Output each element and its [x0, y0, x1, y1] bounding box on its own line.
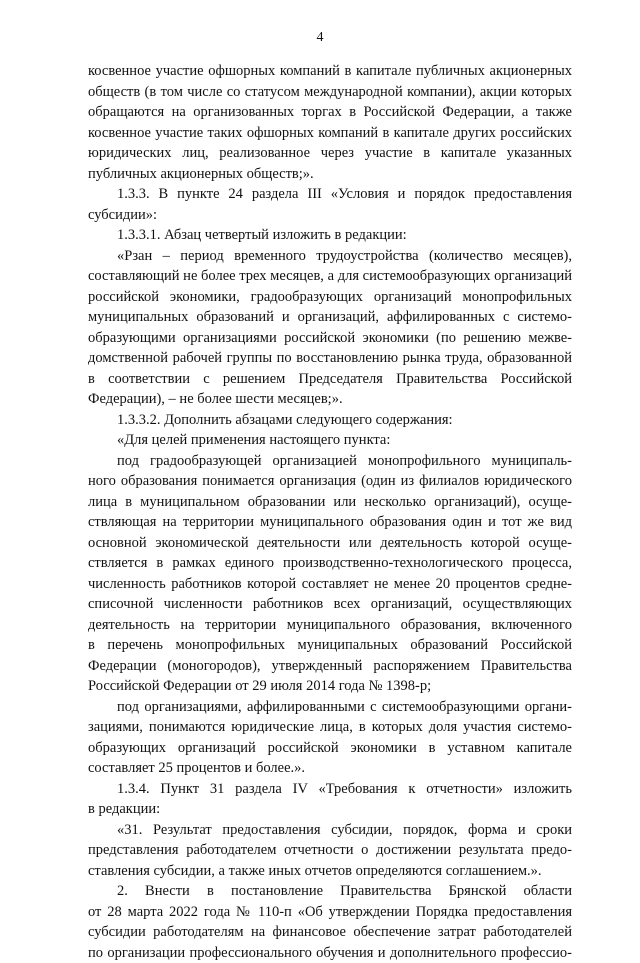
text-line: «Для целей применения настоящего пункта:	[88, 430, 572, 451]
text-line: составляющий не более трех месяцев, а для системообразующих организаций	[88, 266, 572, 287]
text-line: ствляется в рамках единого производственно-технологического процесса,	[88, 553, 572, 574]
page-number: 4	[0, 30, 640, 46]
text-line: Российской Федерации от 29 июля 2014 года № 1398-р;	[88, 676, 572, 697]
text-line: основной экономической деятельности или деятельность которой осуще-	[88, 533, 572, 554]
text-line: составляет 25 процентов и более.».	[88, 758, 572, 779]
text-line: списочной численности работников всех организаций, осуществляющих	[88, 594, 572, 615]
text-line: косвенное участие офшорных компаний в капитале публичных акционерных	[88, 61, 572, 82]
text-line: деятельность на территории муниципального образования, включенного	[88, 615, 572, 636]
text-line: обращаются на организованных торгах в Российской Федерации, а также	[88, 102, 572, 123]
text-line: обществ (в том числе со статусом международной компании), акции которых	[88, 82, 572, 103]
text-line: «31. Результат предоставления субсидии, порядок, форма и сроки	[88, 820, 572, 841]
text-line: 2. Внести в постановление Правительства Брянской области	[88, 881, 572, 902]
text-line: публичных акционерных обществ;».	[88, 164, 572, 185]
text-line: в перечень монопрофильных муниципальных образований Российской	[88, 635, 572, 656]
text-line: в соответствии с решением Председателя Правительства Российской	[88, 369, 572, 390]
text-line: домственной рабочей группы по восстановлению рынка труда, образованной	[88, 348, 572, 369]
text-line: от 28 марта 2022 года № 110-п «Об утверждении Порядка предоставления	[88, 902, 572, 923]
text-line: образующими организациями российской экономики (по решению межве-	[88, 328, 572, 349]
text-line: субсидии»:	[88, 205, 572, 226]
document-body	[88, 61, 572, 963]
text-line: косвенное участие таких офшорных компаний в капитале других российских	[88, 123, 572, 144]
text-line: под организациями, аффилированными с системообразующими органи-	[88, 697, 572, 718]
text-line: ствляющая на территории муниципального образования один и тот же вид	[88, 512, 572, 533]
text-line: зациями, понимаются юридические лица, в которых доля участия системо-	[88, 717, 572, 738]
text-line: ставления субсидии, а также иных отчетов определяются соглашением.».	[88, 861, 572, 882]
text-line: в редакции:	[88, 799, 572, 820]
text-line: «Рзан – период временного трудоустройства (количество месяцев),	[88, 246, 572, 267]
text-line: 1.3.4. Пункт 31 раздела IV «Требования к отчетности» изложить	[88, 779, 572, 800]
text-line: образующих организаций российской экономики в уставном капитале	[88, 738, 572, 759]
text-line: численность работников которой составляет не менее 20 процентов средне-	[88, 574, 572, 595]
text-line: юридических лиц, реализованное через участие в капитале указанных	[88, 143, 572, 164]
text-line: 1.3.3.2. Дополнить абзацами следующего содержания:	[88, 410, 572, 431]
text-line: 1.3.3.1. Абзац четвертый изложить в редакции:	[88, 225, 572, 246]
text-line: российской экономики, градообразующих организаций монопрофильных	[88, 287, 572, 308]
text-line: представления работодателем отчетности о достижении результата предо-	[88, 840, 572, 861]
text-line: Федерации (моногородов), утвержденный распоряжением Правительства	[88, 656, 572, 677]
text-line: по организации профессионального обучения и дополнительного профессио-	[88, 943, 572, 963]
text-line: Федерации), – не более шести месяцев;».	[88, 389, 572, 410]
text-line: под градообразующей организацией монопрофильного муниципаль-	[88, 451, 572, 472]
text-line: лица в муниципальном образовании или несколько организаций), осуще-	[88, 492, 572, 513]
text-line: ного образования понимается организация (один из филиалов юридического	[88, 471, 572, 492]
text-line: 1.3.3. В пункте 24 раздела III «Условия и порядок предоставления	[88, 184, 572, 205]
text-line: муниципальных образований и организаций, аффилированных с системо-	[88, 307, 572, 328]
text-line: субсидии работодателям на финансовое обеспечение затрат работодателей	[88, 922, 572, 943]
